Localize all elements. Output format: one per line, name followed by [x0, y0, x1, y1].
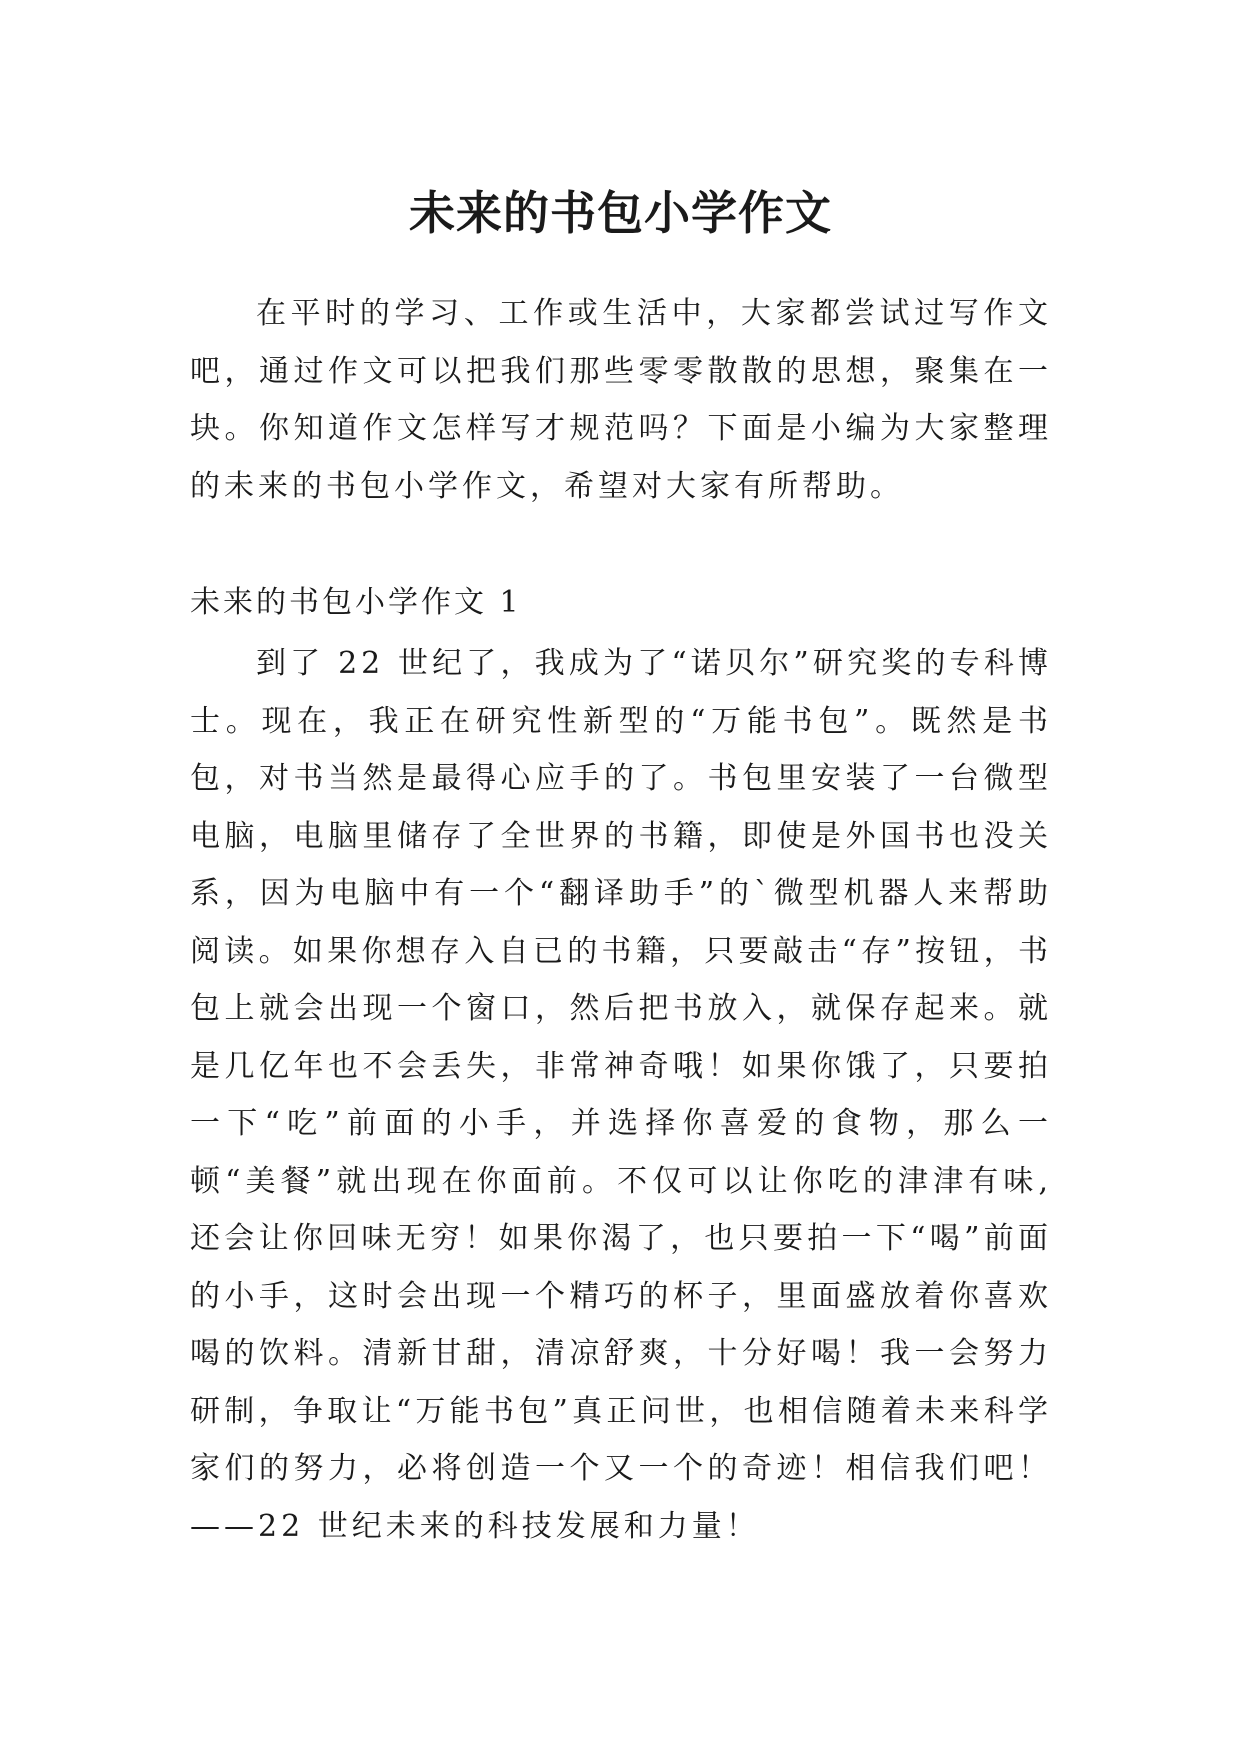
- essay-paragraph: 到了 22 世纪了，我成为了“诺贝尔”研究奖的专科博士。现在，我正在研究性新型的“万能书包”。既然是书包，对书当然是最得心应手的了。书包里安装了一台微型电脑，电脑里储存了全世界的书籍，即使是外国书也没关系，因为电脑中有一个“翻译助手”的`微型机器人来帮助阅读。如果你想存入自已的书籍，只要敲击“存”按钮，书包上就会出现一个窗口，然后把书放入，就保存起来。就是几亿年也不会丢失，非常神奇哦！如果你饿了，只要拍一下“吃”前面的小手，并选择你喜爱的食物，那么一顿“美餐”就出现在你面前。不仅可以让你吃的津津有味,还会让你回味无穷！如果你渴了，也只要拍一下“喝”前面的小手，这时会出现一个精巧的杯子，里面盛放着你喜欢喝的饮料。清新甘甜，清凉舒爽，十分好喝！我一会努力研制，争取让“万能书包”真正问世，也相信随着未来科学家们的努力，必将创造一个又一个的奇迹！相信我们吧！——22 世纪未来的科技发展和力量！: [190, 646, 1052, 1544]
- section-heading: 未来的书包小学作文 1: [190, 585, 522, 620]
- document-title: 未来的书包小学作文: [409, 185, 832, 240]
- intro-paragraph: 在平时的学习、工作或生活中，大家都尝试过写作文吧，通过作文可以把我们那些零零散散的思想，聚集在一块。你知道作文怎样写才规范吗？下面是小编为大家整理的未来的书包小学作文，希望对大家有所帮助。: [190, 296, 1052, 504]
